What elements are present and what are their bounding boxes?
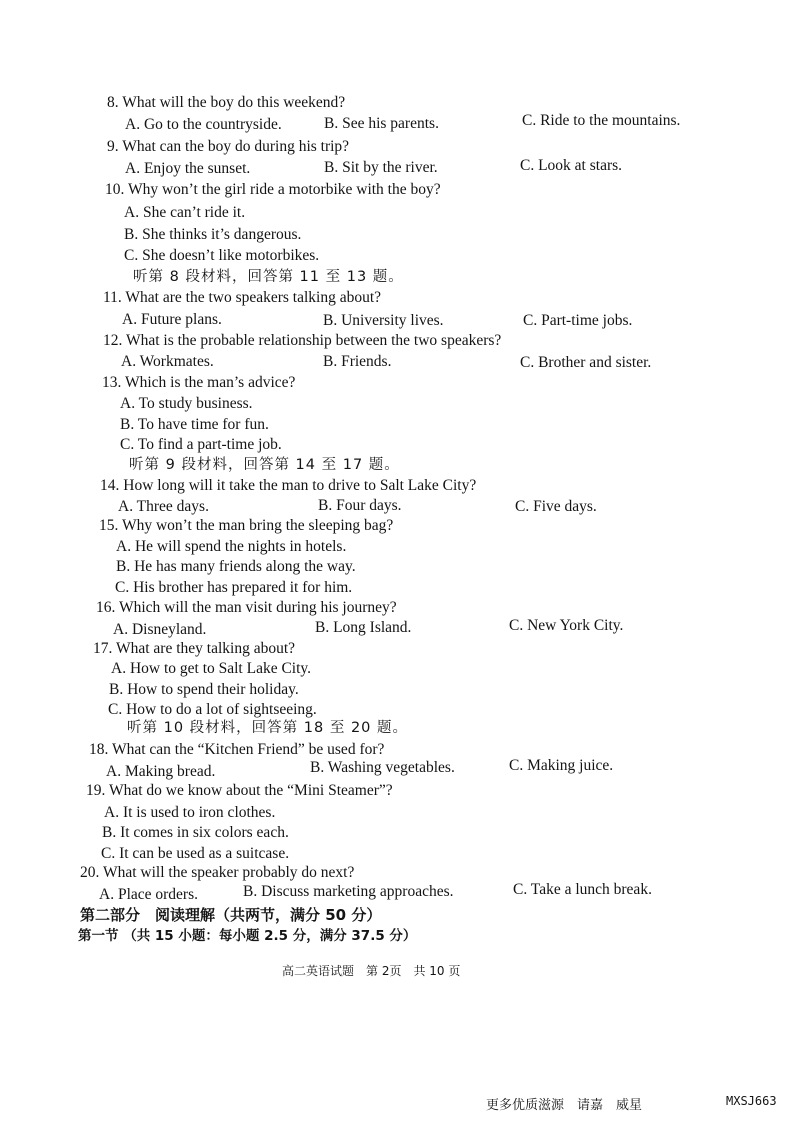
question-14-option-c: C. Five days.: [515, 498, 597, 515]
question-15-option-a: A. He will spend the nights in hotels.: [116, 538, 347, 555]
question-20-option-b: B. Discuss marketing approaches.: [243, 883, 454, 900]
question-9-option-c: C. Look at stars.: [520, 157, 623, 174]
question-19-option-a: A. It is used to iron clothes.: [104, 804, 276, 821]
question-11-option-a: A. Future plans.: [122, 311, 222, 328]
question-8-option-b: B. See his parents.: [324, 115, 439, 132]
question-17-option-a: A. How to get to Salt Lake City.: [111, 660, 312, 677]
question-20-option-a: A. Place orders.: [99, 886, 198, 903]
question-13-option-c: C. To find a part-time job.: [120, 436, 282, 453]
page-footer: 高二英语试题 第 2页 共 10 页: [282, 964, 461, 978]
question-8-option-a: A. Go to the countryside.: [125, 116, 282, 133]
question-13-option-b: B. To have time for fun.: [120, 416, 269, 433]
question-11-option-c: C. Part-time jobs.: [523, 312, 633, 329]
question-8-option-c: C. Ride to the mountains.: [522, 112, 681, 129]
question-9-option-a: A. Enjoy the sunset.: [125, 160, 251, 177]
watermark-text: 更多优质滋源 请嘉 威星: [486, 1098, 643, 1113]
question-10-stem: 10. Why won’t the girl ride a motorbike with the boy?: [105, 181, 441, 198]
question-8-stem: 8. What will the boy do this weekend?: [107, 94, 346, 111]
instruction-section-10: 听第 10 段材料，回答第 18 至 20 题。: [127, 720, 409, 736]
question-12-option-c: C. Brother and sister.: [520, 354, 652, 371]
instruction-section-8: 听第 8 段材料，回答第 11 至 13 题。: [133, 269, 404, 285]
question-13-option-a: A. To study business.: [120, 395, 253, 412]
question-17-option-b: B. How to spend their holiday.: [109, 681, 299, 698]
question-14-stem: 14. How long will it take the man to drive to Salt Lake City?: [100, 477, 477, 494]
question-18-option-a: A. Making bread.: [106, 763, 216, 780]
question-11-option-b: B. University lives.: [323, 312, 444, 329]
question-15-option-c: C. His brother has prepared it for him.: [115, 579, 353, 596]
instruction-section-9: 听第 9 段材料，回答第 14 至 17 题。: [129, 457, 400, 473]
question-12-stem: 12. What is the probable relationship between the two speakers?: [103, 332, 502, 349]
question-16-option-a: A. Disneyland.: [113, 621, 207, 638]
question-9-stem: 9. What can the boy do during his trip?: [107, 138, 350, 155]
part-two-heading: 第二部分 阅读理解（共两节，满分 50 分）: [80, 906, 382, 924]
question-10-option-a: A. She can’t ride it.: [124, 204, 246, 221]
question-10-option-c: C. She doesn’t like motorbikes.: [124, 247, 320, 264]
question-16-stem: 16. Which will the man visit during his journey?: [96, 599, 397, 616]
section-one-heading: 第一节 （共 15 小题：每小题 2.5 分，满分 37.5 分）: [78, 928, 417, 944]
question-12-option-a: A. Workmates.: [121, 353, 214, 370]
question-15-option-b: B. He has many friends along the way.: [116, 558, 356, 575]
question-12-option-b: B. Friends.: [323, 353, 392, 370]
question-16-option-b: B. Long Island.: [315, 619, 412, 636]
question-15-stem: 15. Why won’t the man bring the sleeping bag?: [99, 517, 394, 534]
question-17-option-c: C. How to do a lot of sightseeing.: [108, 701, 317, 718]
question-9-option-b: B. Sit by the river.: [324, 159, 438, 176]
question-16-option-c: C. New York City.: [509, 617, 624, 634]
question-19-stem: 19. What do we know about the “Mini Steamer”?: [86, 782, 393, 799]
question-19-option-c: C. It can be used as a suitcase.: [101, 845, 290, 862]
question-17-stem: 17. What are they talking about?: [93, 640, 296, 657]
question-13-stem: 13. Which is the man’s advice?: [102, 374, 296, 391]
question-19-option-b: B. It comes in six colors each.: [102, 824, 289, 841]
question-18-option-b: B. Washing vegetables.: [310, 759, 455, 776]
question-14-option-b: B. Four days.: [318, 497, 402, 514]
question-14-option-a: A. Three days.: [118, 498, 209, 515]
question-18-option-c: C. Making juice.: [509, 757, 614, 774]
watermark-code: MXSJ663: [726, 1094, 777, 1108]
question-10-option-b: B. She thinks it’s dangerous.: [124, 226, 302, 243]
question-20-option-c: C. Take a lunch break.: [513, 881, 652, 898]
question-20-stem: 20. What will the speaker probably do next?: [80, 864, 355, 881]
question-18-stem: 18. What can the “Kitchen Friend” be used for?: [89, 741, 385, 758]
question-11-stem: 11. What are the two speakers talking about?: [103, 289, 382, 306]
